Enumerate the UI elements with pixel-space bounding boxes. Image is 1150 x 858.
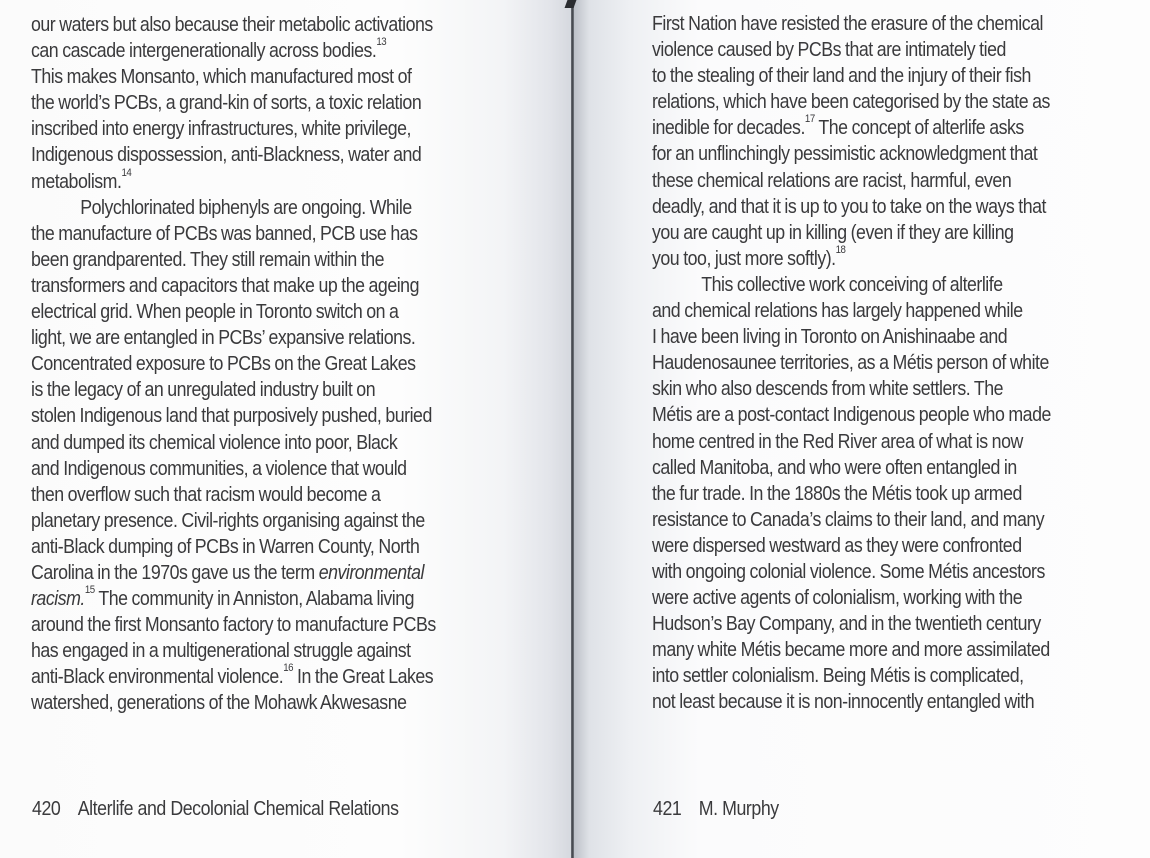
italic-term: racism. — [31, 588, 85, 611]
line-text: Indigenous dispossession, anti-Blackness, water and — [31, 144, 422, 167]
text-line — [652, 194, 1051, 220]
line-text: can cascade intergenerationally across bodies. — [31, 40, 377, 63]
text-line — [31, 403, 436, 429]
line-text: In the Great Lakes — [293, 666, 434, 689]
line-text: relations, which have been categorised by the state as — [652, 91, 1050, 114]
text-line — [652, 243, 1051, 272]
line-text: skin who also descends from white settlers. The — [652, 378, 1004, 401]
text-line — [652, 350, 1051, 376]
text-line — [31, 166, 436, 195]
line-text: deadly, and that it is up to you to take on the ways that — [652, 195, 1046, 218]
footnote-ref: 16 — [283, 662, 294, 675]
text-line — [652, 141, 1051, 167]
page-number: 421 — [653, 798, 682, 820]
line-text: Concentrated exposure to PCBs on the Great Lakes — [31, 353, 416, 376]
line-text: inscribed into energy infrastructures, white privilege, — [31, 118, 411, 141]
line-text: been grandparented. They still remain within the — [31, 248, 385, 271]
text-line — [31, 351, 436, 377]
text-line — [31, 221, 436, 247]
line-text: home centred in the Red River area of what is now — [652, 430, 1023, 453]
text-line — [652, 220, 1051, 246]
line-text: our waters but also because their metabolic activations — [31, 14, 433, 36]
left-page-footer — [32, 798, 399, 821]
line-text: I have been living in Toronto on Anishinaabe and — [652, 326, 1008, 349]
line-text: the world’s PCBs, a grand-kin of sorts, a toxic relation — [31, 92, 422, 115]
text-line — [31, 90, 436, 116]
line-text: Métis are a post-contact Indigenous people who made — [652, 404, 1051, 427]
text-line — [31, 690, 436, 716]
text-line — [31, 612, 436, 638]
running-head: M. Murphy — [698, 798, 779, 820]
text-line — [31, 38, 436, 64]
line-text: for an unflinchingly pessimistic acknowledgment that — [652, 143, 1038, 166]
text-line — [31, 142, 436, 168]
line-text: were dispersed westward as they were confronted — [652, 534, 1022, 557]
text-line — [652, 481, 1051, 507]
text-line — [652, 663, 1051, 689]
line-text: The concept of alterlife asks — [814, 117, 1024, 140]
line-text: metabolism. — [31, 170, 122, 193]
line-text: these chemical relations are racist, harmful, even — [652, 169, 1012, 192]
text-line — [31, 664, 436, 690]
line-text: transformers and capacitors that make up the ageing — [31, 274, 419, 297]
line-text: you too, just more softly). — [652, 247, 836, 270]
text-line — [31, 638, 436, 664]
line-text: to the stealing of their land and the injury of their fish — [652, 65, 1031, 88]
line-text: with ongoing colonial violence. Some Métis ancestors — [652, 560, 1045, 583]
text-line — [31, 586, 436, 612]
line-text: called Manitoba, and who were often entangled in — [652, 456, 1017, 479]
line-text: light, we are entangled in PCBs’ expansive relations. — [31, 327, 416, 350]
line-text: anti-Black dumping of PCBs in Warren County, North — [31, 535, 420, 558]
line-text: electrical grid. When people in Toronto switch on a — [31, 301, 399, 324]
right-page — [572, 0, 1150, 858]
line-text: watershed, generations of the Mohawk Akwesasne — [31, 692, 407, 715]
text-line — [652, 272, 1051, 298]
line-text: Carolina in the 1970s gave us the term — [31, 561, 319, 584]
text-line — [31, 508, 436, 534]
line-text: and Indigenous communities, a violence that would — [31, 457, 407, 480]
line-text: violence caused by PCBs that are intimately tied — [652, 39, 1006, 62]
footnote-ref: 17 — [804, 113, 815, 126]
right-page-footer — [653, 798, 779, 821]
line-text: is the legacy of an unregulated industry built on — [31, 379, 376, 402]
text-line — [652, 507, 1051, 533]
text-line — [652, 11, 1051, 37]
footnote-ref: 18 — [835, 243, 846, 256]
text-line — [31, 534, 436, 560]
line-text: not least because it is non-innocently entangled with — [652, 691, 1035, 714]
text-line — [31, 12, 436, 38]
text-line — [31, 64, 436, 90]
text-line — [652, 324, 1051, 350]
text-line — [31, 482, 436, 508]
book-spine-gutter — [571, 0, 574, 858]
right-page-body — [652, 11, 1051, 716]
line-text: you are caught up in killing (even if they are killing — [652, 221, 1014, 244]
line-text: and chemical relations has largely happened while — [652, 300, 1023, 323]
text-line — [652, 637, 1051, 663]
text-line — [652, 168, 1051, 194]
text-line — [652, 298, 1051, 324]
line-text: resistance to Canada’s claims to their land, and many — [652, 508, 1045, 531]
line-text: were active agents of colonialism, working with the — [652, 587, 1023, 610]
text-line — [652, 533, 1051, 559]
italic-term: environmental — [318, 561, 424, 584]
text-line — [31, 377, 436, 403]
left-page — [0, 0, 572, 858]
text-line — [652, 115, 1051, 141]
line-text: This collective work conceiving of alterlife — [701, 273, 1003, 296]
left-page-body — [31, 12, 436, 717]
line-text: many white Métis became more and more assimilated — [652, 639, 1050, 662]
line-text: around the first Monsanto factory to manufacture PCBs — [31, 614, 436, 637]
text-line — [652, 402, 1051, 428]
line-text: the manufacture of PCBs was banned, PCB use has — [31, 222, 418, 245]
text-line — [31, 560, 436, 586]
text-line — [652, 429, 1051, 455]
line-text: the fur trade. In the 1880s the Métis took up armed — [652, 482, 1022, 505]
text-line — [652, 63, 1051, 89]
line-text: The community in Anniston, Alabama living — [94, 588, 415, 611]
text-line — [652, 585, 1051, 611]
line-text: Hudson’s Bay Company, and in the twentieth century — [652, 613, 1041, 636]
page-number: 420 — [32, 798, 61, 820]
text-line — [652, 37, 1051, 63]
text-line — [31, 195, 436, 221]
line-text: anti-Black environmental violence. — [31, 666, 284, 689]
line-text: inedible for decades. — [652, 117, 805, 140]
text-line — [652, 611, 1051, 637]
text-line — [652, 376, 1051, 402]
running-head: Alterlife and Decolonial Chemical Relations — [77, 798, 399, 820]
text-line — [652, 559, 1051, 585]
footnote-ref: 13 — [376, 36, 387, 49]
text-line — [31, 430, 436, 456]
line-text: Polychlorinated biphenyls are ongoing. While — [80, 196, 412, 219]
text-line — [31, 299, 436, 325]
text-line — [31, 325, 436, 351]
line-text: stolen Indigenous land that purposively pushed, buried — [31, 405, 432, 428]
line-text: First Nation have resisted the erasure of the chemical — [652, 13, 1043, 35]
footnote-ref: 15 — [84, 584, 95, 597]
line-text: into settler colonialism. Being Métis is complicated, — [652, 665, 1024, 688]
text-line — [31, 116, 436, 142]
line-text: planetary presence. Civil-rights organising against the — [31, 509, 425, 532]
text-line — [652, 455, 1051, 481]
line-text: This makes Monsanto, which manufactured most of — [31, 66, 412, 89]
text-line — [652, 689, 1051, 715]
text-line — [31, 456, 436, 482]
line-text: and dumped its chemical violence into poor, Black — [31, 431, 398, 454]
footnote-ref: 14 — [121, 166, 132, 179]
line-text: Haudenosaunee territories, as a Métis person of white — [652, 352, 1049, 375]
line-text: then overflow such that racism would become a — [31, 483, 381, 506]
line-text: has engaged in a multigenerational struggle against — [31, 640, 411, 663]
text-line — [31, 247, 436, 273]
text-line — [31, 273, 436, 299]
text-line — [652, 89, 1051, 115]
